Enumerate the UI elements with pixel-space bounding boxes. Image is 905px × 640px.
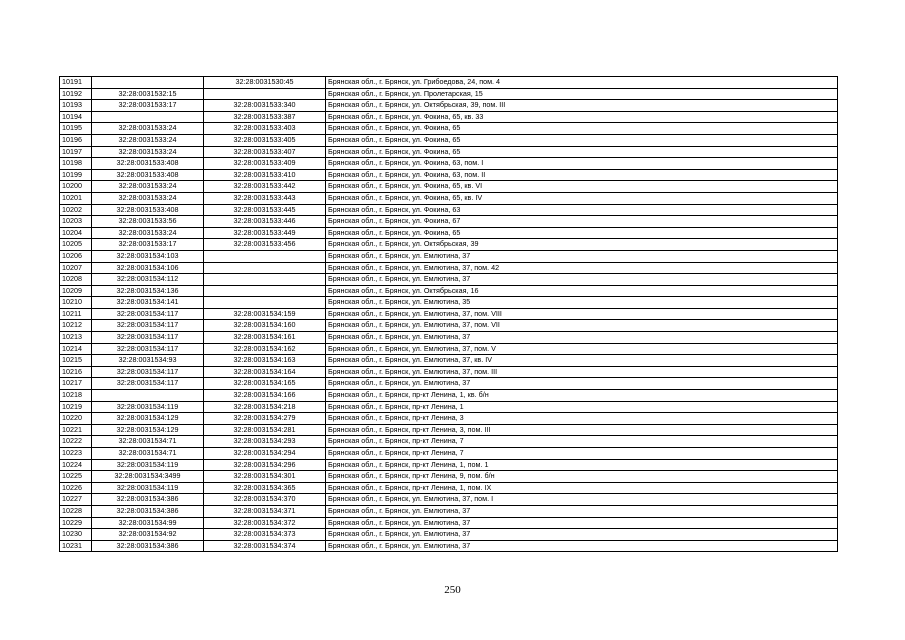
row-number-cell: 10217 xyxy=(60,378,92,390)
row-number-cell: 10205 xyxy=(60,239,92,251)
table-row xyxy=(60,320,838,332)
table-row xyxy=(60,517,838,529)
parcel-number-cell: 32:28:0031534:93 xyxy=(92,355,204,367)
table-row xyxy=(60,169,838,181)
address-cell: Брянская обл., г. Брянск, пр-кт Ленина, 3, пом. III xyxy=(326,424,838,436)
parcel-number-cell: 32:28:0031534:129 xyxy=(92,424,204,436)
row-number-cell: 10226 xyxy=(60,482,92,494)
table-row xyxy=(60,355,838,367)
object-number-cell xyxy=(204,88,326,100)
row-number-cell: 10229 xyxy=(60,517,92,529)
parcel-number-cell: 32:28:0031534:119 xyxy=(92,401,204,413)
object-number-cell: 32:28:0031534:294 xyxy=(204,448,326,460)
row-number-cell: 10210 xyxy=(60,297,92,309)
parcel-number-cell: 32:28:0031534:99 xyxy=(92,517,204,529)
row-number-cell: 10219 xyxy=(60,401,92,413)
row-number-cell: 10208 xyxy=(60,274,92,286)
address-cell: Брянская обл., г. Брянск, ул. Фокина, 63 xyxy=(326,204,838,216)
object-number-cell: 32:28:0031534:301 xyxy=(204,471,326,483)
address-cell: Брянская обл., г. Брянск, ул. Емлютина, 37 xyxy=(326,332,838,344)
address-cell: Брянская обл., г. Брянск, ул. Емлютина, 37, пом. I xyxy=(326,494,838,506)
parcel-number-cell xyxy=(92,390,204,402)
row-number-cell: 10202 xyxy=(60,204,92,216)
table-row xyxy=(60,274,838,286)
parcel-number-cell xyxy=(92,111,204,123)
table-row xyxy=(60,181,838,193)
object-number-cell: 32:28:0031533:340 xyxy=(204,100,326,112)
parcel-number-cell: 32:28:0031533:56 xyxy=(92,216,204,228)
table-row xyxy=(60,401,838,413)
object-number-cell: 32:28:0031533:405 xyxy=(204,134,326,146)
parcel-number-cell: 32:28:0031534:112 xyxy=(92,274,204,286)
parcel-number-cell: 32:28:0031534:141 xyxy=(92,297,204,309)
address-cell: Брянская обл., г. Брянск, ул. Фокина, 67 xyxy=(326,216,838,228)
object-number-cell: 32:28:0031533:442 xyxy=(204,181,326,193)
row-number-cell: 10222 xyxy=(60,436,92,448)
table-row xyxy=(60,77,838,89)
row-number-cell: 10220 xyxy=(60,413,92,425)
parcel-number-cell: 32:28:0031534:386 xyxy=(92,540,204,552)
parcel-number-cell: 32:28:0031534:119 xyxy=(92,482,204,494)
row-number-cell: 10195 xyxy=(60,123,92,135)
object-number-cell: 32:28:0031533:446 xyxy=(204,216,326,228)
object-number-cell: 32:28:0031533:449 xyxy=(204,227,326,239)
row-number-cell: 10225 xyxy=(60,471,92,483)
table-row xyxy=(60,134,838,146)
address-cell: Брянская обл., г. Брянск, пр-кт Ленина, 7 xyxy=(326,448,838,460)
parcel-number-cell xyxy=(92,77,204,89)
table-row xyxy=(60,123,838,135)
row-number-cell: 10216 xyxy=(60,366,92,378)
table-row xyxy=(60,308,838,320)
table-row xyxy=(60,100,838,112)
row-number-cell: 10206 xyxy=(60,250,92,262)
object-number-cell: 32:28:0031534:281 xyxy=(204,424,326,436)
address-cell: Брянская обл., г. Брянск, ул. Емлютина, 37, пом. VII xyxy=(326,320,838,332)
row-number-cell: 10223 xyxy=(60,448,92,460)
object-number-cell: 32:28:0031534:162 xyxy=(204,343,326,355)
row-number-cell: 10207 xyxy=(60,262,92,274)
object-number-cell: 32:28:0031534:160 xyxy=(204,320,326,332)
address-cell: Брянская обл., г. Брянск, ул. Емлютина, 35 xyxy=(326,297,838,309)
parcel-number-cell: 32:28:0031534:117 xyxy=(92,332,204,344)
object-number-cell: 32:28:0031530:45 xyxy=(204,77,326,89)
table-row xyxy=(60,192,838,204)
address-cell: Брянская обл., г. Брянск, ул. Фокина, 65, кв. 33 xyxy=(326,111,838,123)
address-cell: Брянская обл., г. Брянск, ул. Емлютина, 37, пом. V xyxy=(326,343,838,355)
object-number-cell: 32:28:0031533:407 xyxy=(204,146,326,158)
table-row xyxy=(60,227,838,239)
parcel-number-cell: 32:28:0031533:24 xyxy=(92,192,204,204)
address-cell: Брянская обл., г. Брянск, ул. Емлютина, 37 xyxy=(326,378,838,390)
row-number-cell: 10194 xyxy=(60,111,92,123)
object-number-cell: 32:28:0031534:163 xyxy=(204,355,326,367)
row-number-cell: 10215 xyxy=(60,355,92,367)
table-row xyxy=(60,297,838,309)
object-number-cell: 32:28:0031534:370 xyxy=(204,494,326,506)
row-number-cell: 10209 xyxy=(60,285,92,297)
address-cell: Брянская обл., г. Брянск, ул. Емлютина, 37, пом. VIII xyxy=(326,308,838,320)
address-cell: Брянская обл., г. Брянск, ул. Емлютина, 37 xyxy=(326,505,838,517)
parcel-number-cell: 32:28:0031534:117 xyxy=(92,378,204,390)
parcel-number-cell: 32:28:0031533:24 xyxy=(92,146,204,158)
row-number-cell: 10192 xyxy=(60,88,92,100)
address-cell: Брянская обл., г. Брянск, ул. Емлютина, 37, кв. IV xyxy=(326,355,838,367)
object-number-cell: 32:28:0031534:296 xyxy=(204,459,326,471)
table-row xyxy=(60,285,838,297)
row-number-cell: 10191 xyxy=(60,77,92,89)
table-row xyxy=(60,529,838,541)
parcel-number-cell: 32:28:0031534:117 xyxy=(92,320,204,332)
row-number-cell: 10212 xyxy=(60,320,92,332)
object-number-cell: 32:28:0031533:445 xyxy=(204,204,326,216)
object-number-cell: 32:28:0031533:456 xyxy=(204,239,326,251)
parcel-number-cell: 32:28:0031534:117 xyxy=(92,343,204,355)
address-cell: Брянская обл., г. Брянск, ул. Фокина, 65 xyxy=(326,123,838,135)
object-number-cell: 32:28:0031534:218 xyxy=(204,401,326,413)
object-number-cell: 32:28:0031534:371 xyxy=(204,505,326,517)
address-cell: Брянская обл., г. Брянск, ул. Емлютина, 37, пом. III xyxy=(326,366,838,378)
table-row xyxy=(60,146,838,158)
parcel-number-cell: 32:28:0031534:106 xyxy=(92,262,204,274)
object-number-cell: 32:28:0031534:373 xyxy=(204,529,326,541)
address-cell: Брянская обл., г. Брянск, ул. Фокина, 65 xyxy=(326,227,838,239)
object-number-cell xyxy=(204,297,326,309)
object-number-cell xyxy=(204,285,326,297)
object-number-cell xyxy=(204,262,326,274)
table-row xyxy=(60,158,838,170)
row-number-cell: 10193 xyxy=(60,100,92,112)
address-cell: Брянская обл., г. Брянск, пр-кт Ленина, 1 xyxy=(326,401,838,413)
table-row xyxy=(60,471,838,483)
row-number-cell: 10200 xyxy=(60,181,92,193)
object-number-cell: 32:28:0031534:164 xyxy=(204,366,326,378)
address-cell: Брянская обл., г. Брянск, пр-кт Ленина, 1, пом. 1 xyxy=(326,459,838,471)
object-number-cell: 32:28:0031534:166 xyxy=(204,390,326,402)
address-cell: Брянская обл., г. Брянск, ул. Емлютина, 37 xyxy=(326,529,838,541)
table-row xyxy=(60,88,838,100)
row-number-cell: 10198 xyxy=(60,158,92,170)
cadastral-table xyxy=(59,76,838,552)
row-number-cell: 10204 xyxy=(60,227,92,239)
row-number-cell: 10197 xyxy=(60,146,92,158)
object-number-cell: 32:28:0031533:410 xyxy=(204,169,326,181)
object-number-cell: 32:28:0031534:293 xyxy=(204,436,326,448)
parcel-number-cell: 32:28:0031534:117 xyxy=(92,366,204,378)
object-number-cell: 32:28:0031534:159 xyxy=(204,308,326,320)
address-cell: Брянская обл., г. Брянск, ул. Октябрьская, 39, пом. III xyxy=(326,100,838,112)
address-cell: Брянская обл., г. Брянск, ул. Емлютина, 37 xyxy=(326,540,838,552)
parcel-number-cell: 32:28:0031534:129 xyxy=(92,413,204,425)
parcel-number-cell: 32:28:0031534:117 xyxy=(92,308,204,320)
parcel-number-cell: 32:28:0031533:17 xyxy=(92,239,204,251)
row-number-cell: 10227 xyxy=(60,494,92,506)
parcel-number-cell: 32:28:0031533:24 xyxy=(92,123,204,135)
table-row xyxy=(60,540,838,552)
table-row xyxy=(60,448,838,460)
address-cell: Брянская обл., г. Брянск, ул. Емлютина, 37 xyxy=(326,517,838,529)
row-number-cell: 10214 xyxy=(60,343,92,355)
table-row xyxy=(60,482,838,494)
address-cell: Брянская обл., г. Брянск, ул. Емлютина, 37 xyxy=(326,250,838,262)
parcel-number-cell: 32:28:0031534:386 xyxy=(92,505,204,517)
page-number: 250 xyxy=(444,584,461,596)
row-number-cell: 10224 xyxy=(60,459,92,471)
address-cell: Брянская обл., г. Брянск, пр-кт Ленина, 1, пом. IX xyxy=(326,482,838,494)
table-row xyxy=(60,390,838,402)
parcel-number-cell: 32:28:0031534:386 xyxy=(92,494,204,506)
object-number-cell xyxy=(204,274,326,286)
address-cell: Брянская обл., г. Брянск, пр-кт Ленина, 3 xyxy=(326,413,838,425)
object-number-cell: 32:28:0031533:387 xyxy=(204,111,326,123)
parcel-number-cell: 32:28:0031534:136 xyxy=(92,285,204,297)
address-cell: Брянская обл., г. Брянск, пр-кт Ленина, 7 xyxy=(326,436,838,448)
row-number-cell: 10221 xyxy=(60,424,92,436)
object-number-cell: 32:28:0031534:165 xyxy=(204,378,326,390)
table-body xyxy=(60,77,838,552)
address-cell: Брянская обл., г. Брянск, ул. Октябрьская, 39 xyxy=(326,239,838,251)
parcel-number-cell: 32:28:0031534:71 xyxy=(92,448,204,460)
parcel-number-cell: 32:28:0031534:71 xyxy=(92,436,204,448)
address-cell: Брянская обл., г. Брянск, ул. Фокина, 65, кв. IV xyxy=(326,192,838,204)
parcel-number-cell: 32:28:0031534:119 xyxy=(92,459,204,471)
table-row xyxy=(60,494,838,506)
object-number-cell: 32:28:0031534:374 xyxy=(204,540,326,552)
table-row xyxy=(60,436,838,448)
table-row xyxy=(60,250,838,262)
row-number-cell: 10199 xyxy=(60,169,92,181)
row-number-cell: 10218 xyxy=(60,390,92,402)
address-cell: Брянская обл., г. Брянск, ул. Грибоедова, 24, пом. 4 xyxy=(326,77,838,89)
address-cell: Брянская обл., г. Брянск, ул. Фокина, 65 xyxy=(326,146,838,158)
parcel-number-cell: 32:28:0031532:15 xyxy=(92,88,204,100)
table-row xyxy=(60,216,838,228)
object-number-cell: 32:28:0031533:403 xyxy=(204,123,326,135)
address-cell: Брянская обл., г. Брянск, пр-кт Ленина, 9, пом. б/н xyxy=(326,471,838,483)
parcel-number-cell: 32:28:0031533:408 xyxy=(92,204,204,216)
address-cell: Брянская обл., г. Брянск, ул. Емлютина, 37 xyxy=(326,274,838,286)
object-number-cell: 32:28:0031533:409 xyxy=(204,158,326,170)
parcel-number-cell: 32:28:0031533:24 xyxy=(92,227,204,239)
object-number-cell: 32:28:0031533:443 xyxy=(204,192,326,204)
address-cell: Брянская обл., г. Брянск, ул. Фокина, 65 xyxy=(326,134,838,146)
row-number-cell: 10196 xyxy=(60,134,92,146)
object-number-cell xyxy=(204,250,326,262)
address-cell: Брянская обл., г. Брянск, ул. Октябрьская, 16 xyxy=(326,285,838,297)
table-row xyxy=(60,378,838,390)
row-number-cell: 10231 xyxy=(60,540,92,552)
table-row xyxy=(60,505,838,517)
address-cell: Брянская обл., г. Брянск, пр-кт Ленина, 1, кв. б/н xyxy=(326,390,838,402)
address-cell: Брянская обл., г. Брянск, ул. Фокина, 65, кв. VI xyxy=(326,181,838,193)
address-cell: Брянская обл., г. Брянск, ул. Фокина, 63, пом. I xyxy=(326,158,838,170)
object-number-cell: 32:28:0031534:372 xyxy=(204,517,326,529)
table-row xyxy=(60,413,838,425)
object-number-cell: 32:28:0031534:279 xyxy=(204,413,326,425)
row-number-cell: 10213 xyxy=(60,332,92,344)
row-number-cell: 10203 xyxy=(60,216,92,228)
object-number-cell: 32:28:0031534:161 xyxy=(204,332,326,344)
parcel-number-cell: 32:28:0031534:103 xyxy=(92,250,204,262)
parcel-number-cell: 32:28:0031533:24 xyxy=(92,134,204,146)
table-row xyxy=(60,239,838,251)
row-number-cell: 10201 xyxy=(60,192,92,204)
parcel-number-cell: 32:28:0031533:17 xyxy=(92,100,204,112)
table-row xyxy=(60,343,838,355)
parcel-number-cell: 32:28:0031533:408 xyxy=(92,169,204,181)
table-row xyxy=(60,204,838,216)
table-row xyxy=(60,111,838,123)
table-row xyxy=(60,262,838,274)
parcel-number-cell: 32:28:0031534:92 xyxy=(92,529,204,541)
table-row xyxy=(60,332,838,344)
table-row xyxy=(60,459,838,471)
parcel-number-cell: 32:28:0031534:3499 xyxy=(92,471,204,483)
address-cell: Брянская обл., г. Брянск, ул. Пролетарская, 15 xyxy=(326,88,838,100)
address-cell: Брянская обл., г. Брянск, ул. Фокина, 63, пом. II xyxy=(326,169,838,181)
table-row xyxy=(60,424,838,436)
table-row xyxy=(60,366,838,378)
address-cell: Брянская обл., г. Брянск, ул. Емлютина, 37, пом. 42 xyxy=(326,262,838,274)
row-number-cell: 10211 xyxy=(60,308,92,320)
row-number-cell: 10228 xyxy=(60,505,92,517)
parcel-number-cell: 32:28:0031533:24 xyxy=(92,181,204,193)
object-number-cell: 32:28:0031534:365 xyxy=(204,482,326,494)
parcel-number-cell: 32:28:0031533:408 xyxy=(92,158,204,170)
row-number-cell: 10230 xyxy=(60,529,92,541)
